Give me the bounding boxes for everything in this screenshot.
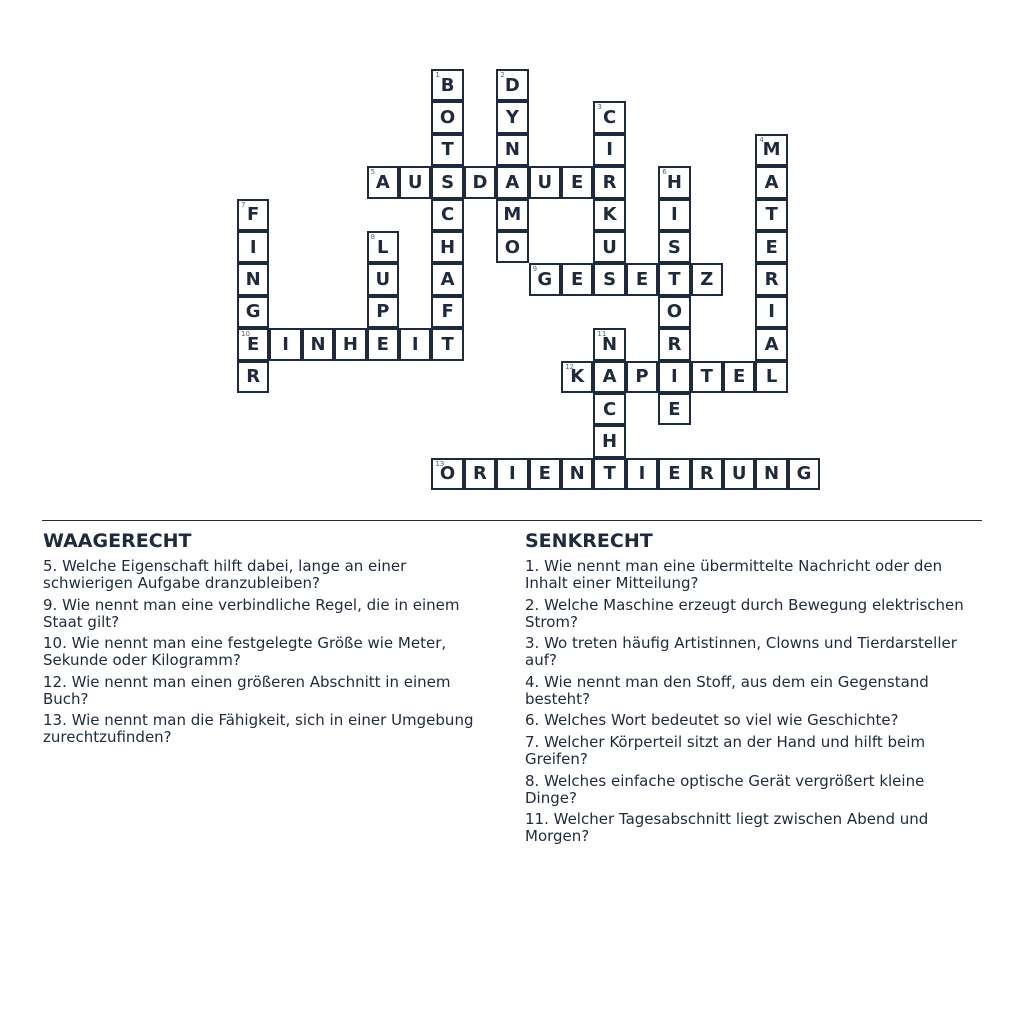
clue-number: 12 <box>565 362 574 371</box>
cell-letter: C <box>602 398 617 420</box>
clue-number: 10 <box>241 330 250 339</box>
clue-number: 4 <box>759 135 764 144</box>
grid-cell[interactable] <box>431 199 463 231</box>
cell-letter: T <box>441 333 454 355</box>
cell-letter: R <box>473 463 487 485</box>
grid-cell[interactable] <box>658 328 690 360</box>
clue-number: 3 <box>597 103 602 112</box>
grid-cell[interactable] <box>755 166 787 198</box>
grid-cell[interactable] <box>788 458 820 490</box>
cell-letter: U <box>731 463 747 485</box>
cell-letter: C <box>602 107 617 129</box>
divider <box>42 520 982 521</box>
grid-cell[interactable] <box>237 231 269 263</box>
grid-cell[interactable] <box>755 361 787 393</box>
cell-letter: K <box>602 204 617 226</box>
cell-letter: L <box>377 236 389 258</box>
grid-cell[interactable] <box>593 361 625 393</box>
cell-letter: N <box>764 463 780 485</box>
cell-letter: O <box>439 463 456 485</box>
grid-cell[interactable] <box>431 69 463 101</box>
grid-cell[interactable] <box>334 328 366 360</box>
cell-letter: T <box>668 269 681 291</box>
cell-letter: H <box>342 333 358 355</box>
grid-cell[interactable] <box>431 296 463 328</box>
cell-letter: P <box>376 301 390 323</box>
cell-letter: R <box>667 333 682 355</box>
cell-letter: A <box>505 171 520 193</box>
clue-number: 7 <box>241 200 246 209</box>
grid-cell[interactable] <box>367 296 399 328</box>
clue-number: 1 <box>435 71 440 79</box>
grid-cell[interactable] <box>431 458 463 490</box>
cell-letter: D <box>472 171 488 193</box>
cell-letter: S <box>603 269 617 291</box>
clue-down: 6. Welches Wort bedeutet so viel wie Geschichte? <box>525 711 899 730</box>
grid-cell[interactable] <box>658 263 690 295</box>
cell-letter: I <box>411 333 419 355</box>
grid-cell[interactable] <box>626 458 658 490</box>
cell-letter: A <box>375 171 390 193</box>
crossword-grid <box>0 0 1024 500</box>
grid-cell[interactable] <box>431 263 463 295</box>
clue-number: 13 <box>435 459 445 468</box>
clue-across: 10. Wie nennt man eine festgelegte Größe wie Meter, Sekunde oder Kilogramm? <box>43 634 447 670</box>
cell-letter: C <box>440 204 455 226</box>
grid-cell[interactable] <box>626 263 658 295</box>
clue-down: 7. Welcher Körperteil sitzt an der Hand und hilft beim Greifen? <box>525 732 926 768</box>
grid-cell[interactable] <box>237 361 269 393</box>
grid-cell[interactable] <box>431 166 463 198</box>
cell-letter: N <box>310 333 326 355</box>
cell-letter: H <box>440 236 456 258</box>
grid-cell[interactable] <box>431 101 463 133</box>
cell-letter: E <box>765 236 778 258</box>
cell-letter: E <box>247 333 260 355</box>
grid-cell[interactable] <box>399 166 431 198</box>
grid-cell[interactable] <box>367 263 399 295</box>
cell-letter: N <box>504 139 520 161</box>
cell-letter: A <box>764 171 779 193</box>
grid-cell[interactable] <box>431 231 463 263</box>
cell-letter: G <box>796 463 812 485</box>
grid-cell[interactable] <box>237 296 269 328</box>
clue-number: 5 <box>370 168 376 177</box>
cell-letter: G <box>245 301 261 323</box>
cell-letter: E <box>376 333 389 355</box>
cell-letter: L <box>765 366 778 388</box>
cell-letter: I <box>509 463 516 485</box>
grid-cell[interactable] <box>658 166 690 198</box>
cell-letter: O <box>666 301 683 323</box>
grid-cell[interactable] <box>593 425 625 457</box>
grid-cell[interactable] <box>431 328 463 360</box>
cell-letter: U <box>407 171 423 193</box>
cell-letter: N <box>569 463 585 485</box>
grid-cell[interactable] <box>237 199 269 231</box>
grid-cell[interactable] <box>399 328 431 360</box>
grid-cell[interactable] <box>237 263 269 295</box>
clue-across: 13. Wie nennt man die Fähigkeit, sich in einer Umgebung zurechtzufinden? <box>43 711 474 747</box>
grid-cell[interactable] <box>658 393 690 425</box>
grid-cell[interactable] <box>496 166 528 198</box>
grid-cell[interactable] <box>593 101 625 133</box>
grid-cell[interactable] <box>496 134 528 166</box>
cell-letter: E <box>635 269 649 291</box>
grid-cell[interactable] <box>593 166 625 198</box>
cell-letter: A <box>440 269 455 291</box>
grid-cell[interactable] <box>367 328 399 360</box>
cell-letter: E <box>668 398 681 420</box>
cell-letter: S <box>667 236 681 258</box>
grid-cell[interactable] <box>755 134 787 166</box>
grid-cell[interactable] <box>691 361 723 393</box>
cell-letter: F <box>247 204 260 226</box>
clue-down: 11. Welcher Tagesabschnitt liegt zwischen Abend und Morgen? <box>525 810 929 846</box>
down-title: SENKRECHT <box>525 530 653 552</box>
cell-letter: H <box>602 431 618 453</box>
grid-cell[interactable] <box>593 458 625 490</box>
clue-down: 3. Wo treten häufig Artistinnen, Clowns und Tierdarsteller auf? <box>525 634 957 670</box>
cell-letter: I <box>768 301 775 323</box>
down-clue-list <box>525 558 980 845</box>
across-title: WAAGERECHT <box>43 530 192 552</box>
grid-cell[interactable] <box>658 296 690 328</box>
grid-cell[interactable] <box>561 361 593 393</box>
clue-across: 12. Wie nennt man einen größeren Abschnitt in einem Buch? <box>43 672 451 708</box>
cell-letter: E <box>733 366 746 388</box>
cell-letter: I <box>282 333 289 355</box>
clue-number: 11 <box>597 330 607 339</box>
grid-cell[interactable] <box>626 361 658 393</box>
cell-letter: A <box>764 333 779 355</box>
cell-letter: N <box>602 333 618 355</box>
grid-cell[interactable] <box>496 199 528 231</box>
grid-cell[interactable] <box>561 263 593 295</box>
cell-letter: G <box>537 269 553 291</box>
grid-cell[interactable] <box>529 166 561 198</box>
grid-cell[interactable] <box>237 328 269 360</box>
grid-cell[interactable] <box>496 101 528 133</box>
grid-cell[interactable] <box>658 199 690 231</box>
cell-letter: E <box>538 463 551 485</box>
cell-letter: U <box>537 171 553 193</box>
cell-letter: Z <box>700 269 714 291</box>
cell-letter: R <box>246 366 261 388</box>
cell-letter: R <box>602 171 617 193</box>
grid-cell[interactable] <box>593 393 625 425</box>
clue-number: 6 <box>662 168 667 177</box>
clue-across: 9. Wie nennt man eine verbindliche Regel, die in einem Staat gilt? <box>43 595 460 631</box>
cell-letter: F <box>441 301 454 323</box>
clue-across: 5. Welche Eigenschaft hilft dabei, lange an einer schwierigen Aufgabe dranzubleiben? <box>43 557 407 592</box>
cell-letter: I <box>638 463 646 485</box>
grid-cell[interactable] <box>755 199 787 231</box>
grid-cell[interactable] <box>723 361 755 393</box>
grid-cell[interactable] <box>755 263 787 295</box>
grid-cell[interactable] <box>593 263 625 295</box>
cell-letter: P <box>635 366 649 388</box>
cell-letter: I <box>671 204 678 226</box>
cell-letter: I <box>249 236 257 258</box>
grid-cell[interactable] <box>658 361 690 393</box>
cell-letter: Y <box>505 107 519 129</box>
cell-letter: T <box>700 366 713 388</box>
down-clues <box>525 530 980 850</box>
grid-cell[interactable] <box>691 458 723 490</box>
grid-cell[interactable] <box>755 328 787 360</box>
clue-down: 4. Wie nennt man den Stoff, aus dem ein Gegenstand besteht? <box>525 672 929 708</box>
cell-letter: R <box>764 269 779 291</box>
grid-cell[interactable] <box>593 134 625 166</box>
grid-cell[interactable] <box>367 166 399 198</box>
across-clues <box>43 530 493 751</box>
cell-letter: M <box>503 204 522 226</box>
grid-cell[interactable] <box>593 328 625 360</box>
grid-cell[interactable] <box>593 199 625 231</box>
cell-letter: O <box>439 107 456 129</box>
grid-cell[interactable] <box>561 458 593 490</box>
grid-cell[interactable] <box>593 231 625 263</box>
grid-cell[interactable] <box>269 328 301 360</box>
cell-letter: E <box>571 171 584 193</box>
grid-cell[interactable] <box>723 458 755 490</box>
grid-cell[interactable] <box>464 458 496 490</box>
clue-down: 1. Wie nennt man eine übermittelte Nachricht oder den Inhalt einer Mitteilung? <box>525 557 943 592</box>
grid-cell[interactable] <box>755 458 787 490</box>
grid-cell[interactable] <box>431 134 463 166</box>
clue-down: 8. Welches einfache optische Gerät vergrößert kleine Dinge? <box>525 771 925 807</box>
grid-cell[interactable] <box>755 296 787 328</box>
across-clue-list <box>43 558 493 746</box>
grid-cell[interactable] <box>755 231 787 263</box>
cell-letter: T <box>765 204 778 226</box>
grid-cell[interactable] <box>496 69 528 101</box>
grid-cell[interactable] <box>302 328 334 360</box>
cell-letter: B <box>440 74 455 96</box>
cell-letter: E <box>571 269 584 291</box>
cell-letter: U <box>602 236 617 258</box>
clue-down: 2. Welche Maschine erzeugt durch Bewegung elektrischen Strom? <box>525 595 964 631</box>
cell-letter: D <box>504 74 520 96</box>
grid-cell[interactable] <box>464 166 496 198</box>
cell-letter: S <box>441 171 455 193</box>
grid-cell[interactable] <box>691 263 723 295</box>
grid-cell[interactable] <box>658 458 690 490</box>
grid-cell[interactable] <box>496 231 528 263</box>
cell-letter: U <box>375 269 391 291</box>
cell-letter: T <box>441 139 454 161</box>
cell-letter: E <box>668 463 681 485</box>
grid-cell[interactable] <box>529 263 561 295</box>
cell-letter: H <box>666 171 682 193</box>
clue-number: 8 <box>370 233 376 241</box>
grid-cell[interactable] <box>561 166 593 198</box>
cell-letter: A <box>602 366 617 388</box>
grid-cell[interactable] <box>367 231 399 263</box>
cell-letter: N <box>245 269 261 291</box>
grid-cell[interactable] <box>496 458 528 490</box>
cell-letter: M <box>762 139 781 161</box>
cell-letter: T <box>603 463 616 485</box>
cell-letter: I <box>671 366 678 388</box>
cell-letter: R <box>699 463 714 485</box>
grid-cell[interactable] <box>658 231 690 263</box>
cell-letter: K <box>570 366 585 388</box>
clue-number: 9 <box>532 265 538 274</box>
clue-number: 2 <box>500 71 505 79</box>
grid-cell[interactable] <box>529 458 561 490</box>
cell-letter: O <box>504 236 521 258</box>
cell-letter: I <box>606 139 613 161</box>
